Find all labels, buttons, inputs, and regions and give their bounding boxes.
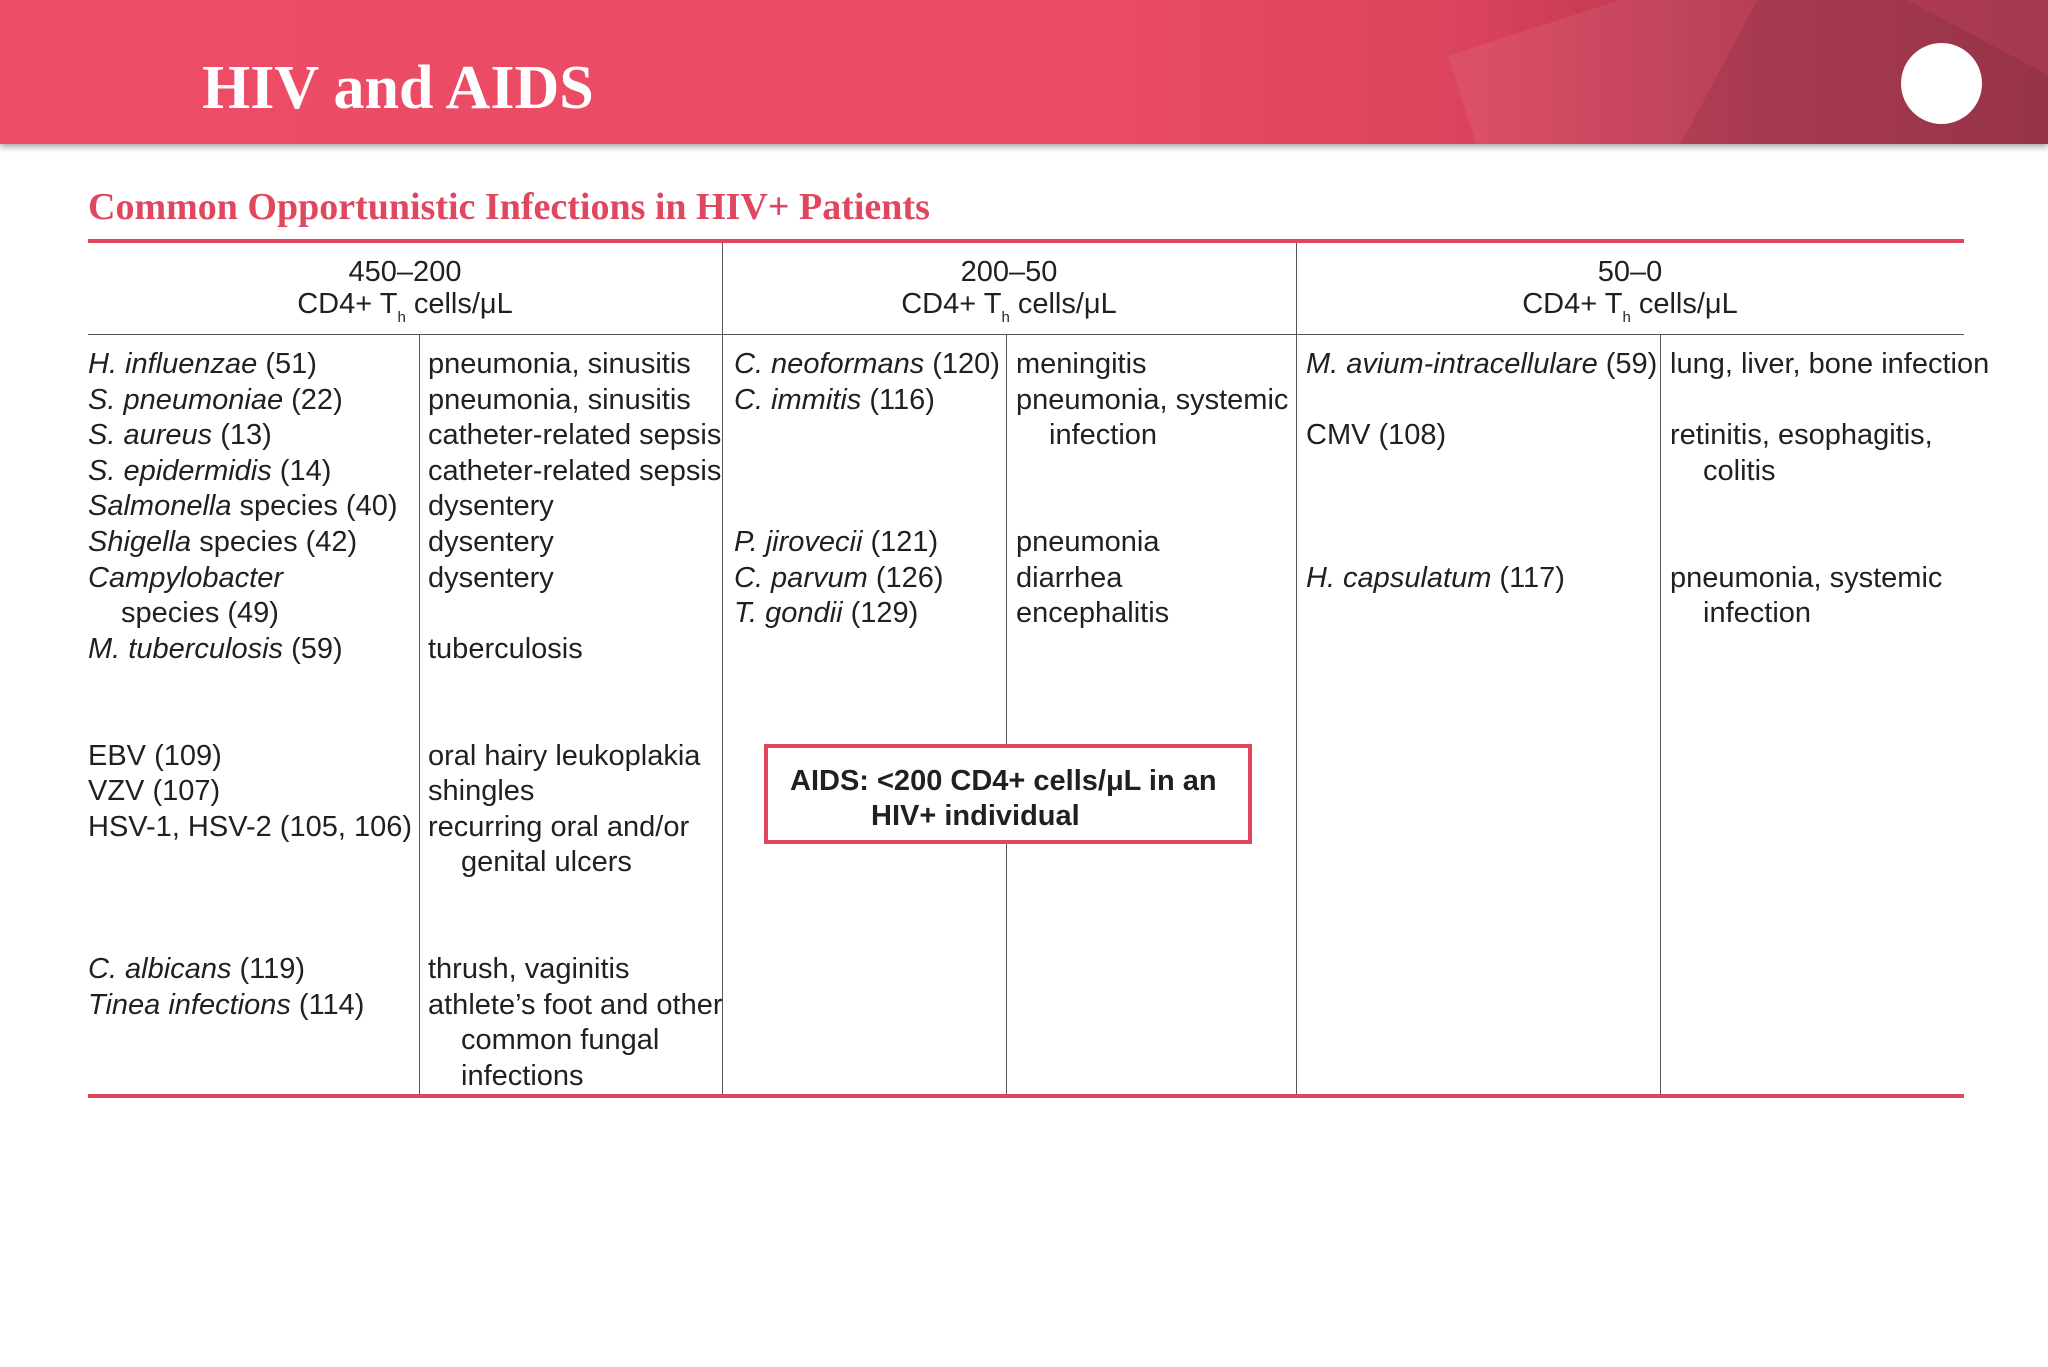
disease-item: catheter-related sepsis: [428, 419, 722, 452]
organism-item: [88, 596, 412, 632]
table-header-rule: [88, 334, 1964, 335]
organism-item: [1306, 347, 1657, 383]
page-title: HIV and AIDS: [202, 54, 594, 122]
unit-subscript: h: [1622, 309, 1631, 326]
subcolumn-divider: [1660, 335, 1661, 1094]
organism-item: [88, 632, 412, 668]
organism-name: T. gondii: [734, 597, 843, 630]
disease-list: [1016, 347, 1288, 632]
disease-item: pneumonia, sinusitis: [428, 348, 691, 380]
disease-list: [1670, 347, 1989, 632]
organism-reference: (51): [257, 348, 317, 380]
unit-prefix: CD4+ T: [901, 288, 1002, 320]
disease-item: common fungal: [461, 1024, 660, 1057]
column-header-50-0: [1296, 256, 1964, 325]
organism-name: S. epidermidis: [88, 454, 272, 487]
unit-prefix: CD4+ T: [297, 288, 398, 320]
organism-item: [88, 525, 412, 561]
disease-item: colitis: [1703, 454, 1776, 487]
disease-item: [1670, 383, 1989, 419]
organism-reference: (117): [1491, 561, 1565, 594]
header-banner: [0, 0, 2048, 144]
organism-reference: (121): [862, 525, 939, 558]
cd4-range: 200–50: [960, 256, 1058, 288]
organism-name: C. immitis: [734, 383, 862, 416]
disease-item: [1670, 525, 1989, 561]
organism-item: [1306, 561, 1657, 597]
organism-reference: (116): [861, 383, 935, 416]
column-divider: [1296, 243, 1297, 1094]
cd4-unit-label: [722, 288, 1296, 325]
organism-reference: (126): [867, 561, 944, 594]
organism-reference: (114): [290, 988, 365, 1021]
organism-item: [88, 845, 412, 881]
disease-item: catheter-related sepsis: [428, 454, 722, 487]
disease-item: tuberculosis: [428, 632, 583, 665]
organism-item: [88, 810, 412, 846]
disease-item: infection: [1049, 419, 1158, 452]
organism-item: [88, 881, 412, 917]
disease-item: dysentery: [428, 490, 554, 523]
organism-item: [88, 952, 412, 988]
organism-reference: (22): [283, 383, 343, 416]
organism-name: P. jirovecii: [734, 525, 863, 558]
disease-item: dysentery: [428, 561, 554, 594]
table-bottom-rule: [88, 1094, 1964, 1098]
cd4-range: 450–200: [348, 256, 462, 288]
disease-item: infections: [461, 1059, 584, 1092]
organism-item: [1306, 454, 1657, 490]
disease-item: [428, 596, 723, 632]
organism-reference: (59): [283, 632, 343, 665]
organism-name: Salmonella: [88, 490, 232, 523]
organism-reference: species (40): [231, 490, 398, 523]
disease-item: [1016, 489, 1288, 525]
organism-item: [734, 383, 1000, 419]
disease-item: pneumonia, systemic: [1670, 561, 1943, 594]
disease-item: [428, 881, 723, 917]
disease-item: [428, 703, 723, 739]
disease-item: [428, 917, 723, 953]
organism-name: C. parvum: [734, 561, 868, 594]
disease-item: shingles: [428, 775, 535, 808]
organism-item: [88, 667, 412, 703]
organism-item: [734, 418, 1000, 454]
aids-definition-line: HIV+ individual: [871, 800, 1080, 832]
disease-item: infection: [1703, 597, 1812, 630]
disease-item: recurring oral and/or: [428, 810, 690, 843]
cd4-range: 50–0: [1597, 256, 1663, 288]
organism-reference: (14): [271, 454, 332, 487]
disease-item: [1670, 489, 1989, 525]
disease-list: [428, 347, 723, 1094]
organism-item: [88, 561, 412, 597]
organism-item: [1306, 383, 1657, 419]
disease-item: retinitis, esophagitis,: [1670, 419, 1933, 452]
aids-definition-line: AIDS: <200 CD4+ cells/μL in an: [790, 765, 1217, 797]
unit-subscript: h: [1001, 309, 1010, 326]
unit-subscript: h: [397, 309, 406, 326]
unit-suffix: cells/μL: [405, 288, 513, 320]
organism-reference: species (42): [191, 525, 358, 558]
organism-item: [734, 454, 1000, 490]
organism-item: [734, 347, 1000, 383]
organism-item: [88, 347, 412, 383]
organism-item: [1306, 489, 1657, 525]
organism-list: [88, 347, 412, 1023]
section-title: Common Opportunistic Infections in HIV+ Patients: [88, 186, 930, 228]
organism-item: [88, 774, 412, 810]
subcolumn-divider: [1006, 335, 1007, 1094]
organism-name: H. capsulatum: [1306, 561, 1492, 594]
subcolumn-divider: [419, 335, 420, 1094]
unit-suffix: cells/μL: [1009, 288, 1117, 320]
cd4-unit-label: [88, 288, 722, 325]
organism-reference: (129): [842, 597, 919, 630]
organism-reference: CMV (108): [1306, 419, 1447, 452]
organism-name: M. avium-intracellulare: [1306, 348, 1598, 380]
organism-item: [88, 418, 412, 454]
organism-name: H. influenzae: [88, 348, 258, 380]
organism-reference: EBV (109): [88, 739, 222, 772]
organism-name: S. aureus: [88, 419, 213, 452]
organism-item: [88, 703, 412, 739]
circle-icon: [1901, 43, 1982, 124]
unit-prefix: CD4+ T: [1522, 288, 1623, 320]
organism-item: [88, 739, 412, 775]
organism-name: Shigella: [88, 525, 192, 558]
organism-item: [88, 454, 412, 490]
organism-item: [88, 383, 412, 419]
disease-item: diarrhea: [1016, 561, 1123, 594]
table-top-rule: [88, 239, 1964, 243]
organism-reference: VZV (107): [88, 775, 221, 808]
organism-name: C. neoformans: [734, 348, 925, 380]
organism-name: S. pneumoniae: [88, 383, 284, 416]
disease-item: genital ulcers: [461, 846, 632, 879]
organism-item: [734, 596, 1000, 632]
column-header-200-50: [722, 256, 1296, 325]
column-header-450-200: [88, 256, 722, 325]
organism-name: Tinea infections: [88, 988, 291, 1021]
disease-item: [428, 667, 723, 703]
disease-item: athlete’s foot and other: [428, 988, 723, 1021]
disease-item: dysentery: [428, 525, 554, 558]
disease-item: pneumonia, systemic: [1016, 383, 1289, 416]
disease-item: pneumonia: [1016, 525, 1160, 558]
organism-list: [734, 347, 1000, 632]
organism-reference: HSV-1, HSV-2 (105, 106): [88, 810, 412, 843]
disease-item: [1016, 454, 1288, 490]
organism-item: [734, 489, 1000, 525]
organism-name: C. albicans: [88, 953, 232, 986]
organism-item: [734, 525, 1000, 561]
organism-reference: (59): [1597, 348, 1658, 380]
organism-item: [88, 917, 412, 953]
organism-reference: (120): [924, 348, 1000, 380]
organism-name: M. tuberculosis: [88, 632, 284, 665]
disease-item: meningitis: [1016, 348, 1147, 380]
disease-item: oral hairy leukoplakia: [428, 739, 701, 772]
organism-reference: (13): [212, 419, 272, 452]
organism-name: Campylobacter: [88, 561, 284, 594]
organism-item: [1306, 525, 1657, 561]
organism-reference: species (49): [121, 597, 279, 630]
organism-list: [1306, 347, 1657, 596]
organism-item: [88, 988, 412, 1024]
disease-item: thrush, vaginitis: [428, 953, 630, 986]
disease-item: lung, liver, bone infection: [1670, 348, 1990, 380]
unit-suffix: cells/μL: [1630, 288, 1738, 320]
organism-reference: (119): [231, 953, 306, 986]
cd4-unit-label: [1296, 288, 1964, 325]
organism-item: [1306, 418, 1657, 454]
organism-item: [734, 561, 1000, 597]
aids-definition-box: [764, 744, 1252, 844]
disease-item: pneumonia, sinusitis: [428, 383, 691, 416]
organism-item: [88, 489, 412, 525]
disease-item: encephalitis: [1016, 597, 1170, 630]
